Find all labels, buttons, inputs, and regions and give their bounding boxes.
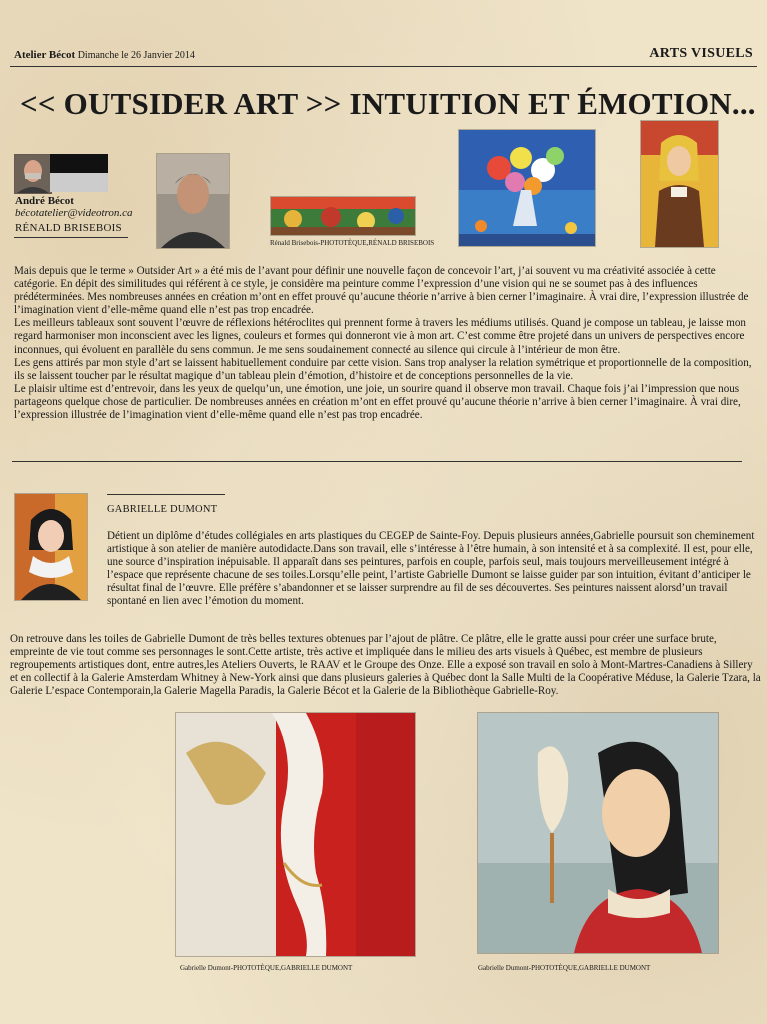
dumont-caption-left: Gabrielle Dumont-PHOTOTÈQUE,GABRIELLE DUMONT (180, 964, 353, 972)
brisebois-portrait (156, 153, 230, 249)
dumont-heading: GABRIELLE DUMONT (107, 504, 218, 515)
subject-rule (14, 237, 128, 238)
paragraph: Mais depuis que le terme » Outsider Art » a été mis de l’avant pour définir une nouvelle façon de concevoir l’art, j’ai souvent vu ma créativité associée à cette catégorie. En dépit des similitudes qui référent à ce style, je considère ma peinture comme l’expression d’une vision qui ne se soumet pas à des influences prédéterminées. Mes nombreuses années en création m’ont en effet prouvé qu’aucune théorie n’arrive à bien cerner l’imaginaire. À vrai dire, l’expression illustrée de l’imagination vient d’elle-même quand elle n’est pas trop encadrée. (14, 265, 749, 317)
article-subject: RÉNALD BRISEBOIS (15, 222, 122, 234)
section-label: ARTS VISUELS (649, 46, 753, 61)
publication-date: Dimanche le 26 Janvier 2014 (77, 50, 195, 61)
dumont-painting-figure (175, 712, 416, 957)
dumont-portrait (14, 493, 88, 601)
brisebois-bouquet-painting (458, 129, 596, 247)
paragraph: Détient un diplôme d’études collégiales en arts plastiques du CEGEP de Sainte-Foy. Depuis plusieurs années,Gabrielle poursuit son cheminement artistique à son atelier de manière autodidacte.Dans son travail, elle s’intéresse à l’être humain, à son intensité et à sa complexité. Il est, pour elle, une source d’inspiration inépuisable. Il apparaît dans ses peintures, parfois en couple, parfois seul, mais toujours merveilleusement intégré à l’espace que représente chacune de ses toiles.Lorsqu’elle peint, l’artiste Gabrielle Dumont se laisse guider par son intuition, évitant d’anticiper le résultat final de l’œuvre. Elle préfère s’abandonner et se laisser surprendre au fil de ses découvertes. Ses peintures naissent alorsd’un travail spontané en lien avec l’émotion du moment. (107, 530, 755, 608)
author-banner-dark (50, 154, 108, 173)
page-title: << OUTSIDER ART >> INTUITION ET ÉMOTION... (20, 86, 756, 121)
brisebois-caption: Rénald Brisebois-PHOTOTÈQUE,RÉNALD BRISEBOIS (270, 239, 435, 247)
dumont-body (10, 633, 762, 698)
author-email[interactable]: bécotatelier@videotron.ca (15, 207, 133, 219)
masthead (14, 49, 195, 61)
dumont-intro (107, 530, 757, 609)
dumont-caption-right: Gabrielle Dumont-PHOTOTÈQUE,GABRIELLE DUMONT (478, 964, 651, 972)
header-rule (10, 66, 757, 67)
paragraph: Le plaisir ultime est d’entrevoir, dans les yeux de quelqu’un, une émotion, une joie, un sourire quand il observe mon travail. Chaque fois j’ai l’impression que nous partageons quelque chose de particulier. De nombreuses années en création m’ont en effet prouvé qu’aucune théorie n’arrive à bien cerner l’imaginaire. À vrai dire, l’expression illustrée de l’imagination vient d’elle-même quand elle n’est pas trop encadrée. (14, 382, 741, 422)
publication-name: Atelier Bécot (14, 49, 76, 61)
author-name: André Bécot (15, 195, 74, 207)
author-photo (14, 154, 52, 194)
paragraph: Les meilleurs tableaux sont souvent l’œuvre de réflexions hétéroclites qui prennent forme à travers les médiums utilisés. Quand je compose un tableau, je laisse mon regard harmoniser mon inconscient avec les lignes, couleurs et formes qui donneront vie à mon art. C’est comme être projeté dans un univers de perspectives encore inconnues, qui évoluent en parallèle du sens commun. Je me sens soudainement connecté au silence qui circule à l’intérieur de mon être. (14, 317, 746, 356)
brisebois-painting-wide (270, 196, 416, 236)
paragraph: On retrouve dans les toiles de Gabrielle Dumont de très belles textures obtenues par l’ajout de plâtre. Ce plâtre, elle le gratte aussi pour créer une surface brute, empreinte de vie tout comme ses personnages le sont.Cette artiste, très active et impliquée dans le milieu des arts visuels à Québec, est membre de plusieurs regroupements artistiques dont, entre autres,les Ateliers Ouverts, le RAAV et le Groupe des Onze. Elle a exposé son travail en solo à Mont-Martres-Canadiens à Sillery et en collectif à la Galerie Amsterdam Whitney à New-York ainsi que dans plusieurs galeries à Québec dont la Salle Multi de la Coopérative Méduse, la Galerie Tzara, la Galerie L’espace Contemporain,la Galerie Magella Paradis, la Galerie Bécot et la Galerie de la Bibliothèque Gabrielle-Roy. (10, 633, 761, 698)
author-banner-light (50, 173, 108, 192)
article-brisebois-body (14, 265, 756, 422)
dumont-rule (107, 494, 225, 495)
paragraph: Les gens attirés par mon style d’art se laissent habituellement conduire par cette vision. Sans trop analyser la relation symétrique et proportionnelle de la composition, ils se laissent toucher par le résultat magique d’un tableau plein d’émotion, d’histoire et de conceptions personnelles de la vie. (14, 356, 752, 382)
dumont-painting-woman (477, 712, 719, 954)
brisebois-woman-painting (640, 120, 719, 248)
section-divider (12, 461, 742, 462)
